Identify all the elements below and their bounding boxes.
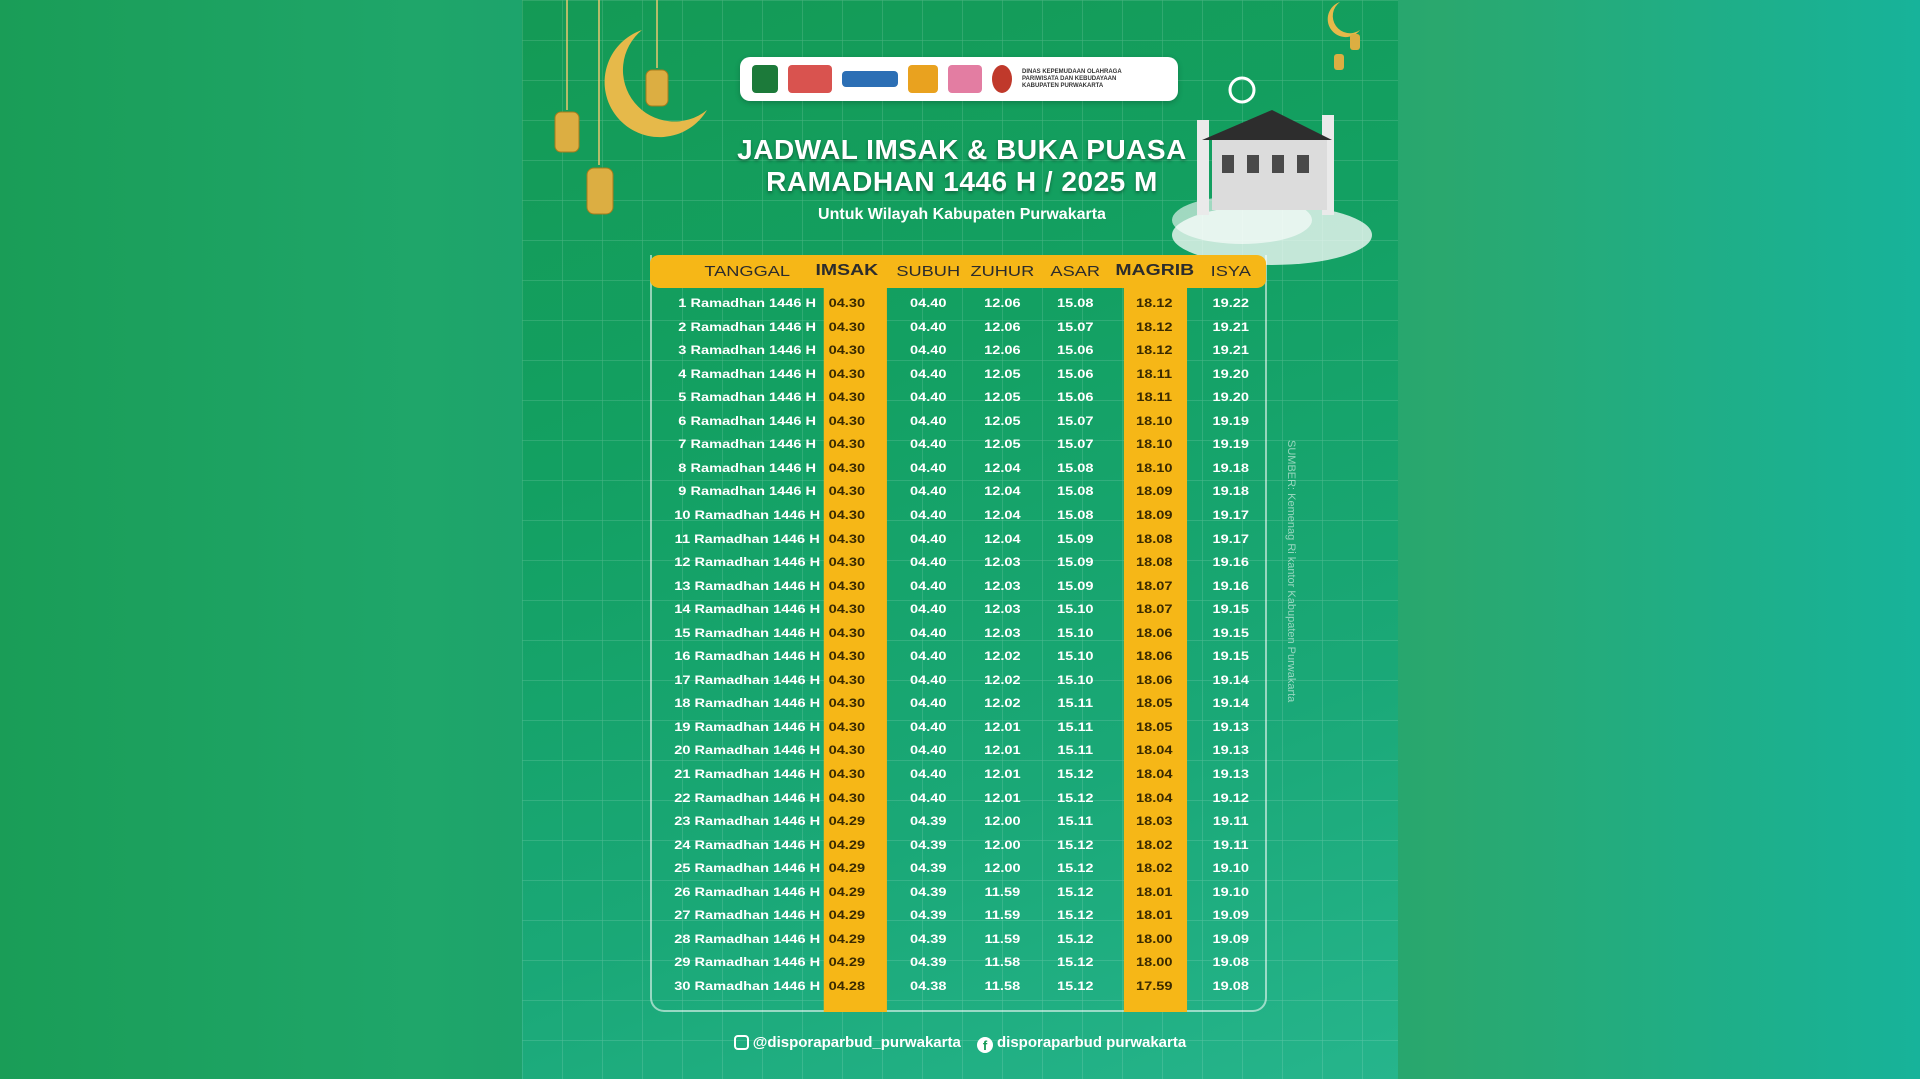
cell-imsak: 04.30 <box>828 672 866 687</box>
cell-tanggal: 18 Ramadhan 1446 H <box>674 696 821 711</box>
table-row <box>650 390 1266 413</box>
cell-zuhur: 11.59 <box>984 908 1021 923</box>
cell-tanggal: 26 Ramadhan 1446 H <box>674 884 821 899</box>
cell-zuhur: 12.01 <box>984 719 1021 734</box>
table-row <box>650 814 1266 837</box>
cell-zuhur: 12.02 <box>984 696 1021 711</box>
cell-magrib: 18.00 <box>1135 955 1173 970</box>
cell-asar: 15.09 <box>1057 531 1094 546</box>
cell-magrib: 18.03 <box>1135 814 1173 829</box>
cell-magrib: 18.08 <box>1135 555 1173 570</box>
program-logo-icon <box>842 71 898 87</box>
cell-imsak: 04.30 <box>828 625 866 640</box>
cell-magrib: 18.12 <box>1135 296 1173 310</box>
cell-asar: 15.10 <box>1057 602 1094 617</box>
table-row <box>650 743 1266 766</box>
cell-isya: 19.12 <box>1212 790 1250 805</box>
cell-imsak: 04.29 <box>828 861 866 876</box>
cell-magrib: 18.06 <box>1135 649 1173 664</box>
table-row <box>650 838 1266 861</box>
cell-tanggal: 21 Ramadhan 1446 H <box>674 767 821 781</box>
cell-isya: 19.21 <box>1212 343 1250 358</box>
table-row <box>650 767 1266 790</box>
cell-tanggal: 10 Ramadhan 1446 H <box>674 507 821 522</box>
table-row <box>650 343 1266 366</box>
social-footer <box>522 1034 1398 1053</box>
cell-tanggal: 25 Ramadhan 1446 H <box>674 861 821 876</box>
poster <box>522 0 1398 1079</box>
cell-zuhur: 12.06 <box>984 296 1021 310</box>
table-header <box>650 255 1266 288</box>
header-tanggal: TANGGAL <box>704 263 791 280</box>
cell-zuhur: 12.05 <box>984 366 1021 381</box>
cell-subuh: 04.39 <box>909 931 947 946</box>
cell-subuh: 04.40 <box>909 578 947 593</box>
cell-magrib: 18.10 <box>1135 460 1173 475</box>
cell-imsak: 04.29 <box>828 837 866 852</box>
cell-imsak: 04.30 <box>828 719 866 734</box>
table-row <box>650 414 1266 437</box>
cell-subuh: 04.39 <box>909 955 947 970</box>
cell-tanggal: 6 Ramadhan 1446 H <box>678 413 817 428</box>
cell-zuhur: 12.00 <box>984 814 1021 829</box>
cell-isya: 19.14 <box>1212 696 1250 711</box>
cell-isya: 19.15 <box>1212 625 1250 640</box>
cell-zuhur: 12.01 <box>984 743 1021 758</box>
cell-asar: 15.07 <box>1057 319 1094 334</box>
cell-zuhur: 12.00 <box>984 861 1021 876</box>
table-row <box>650 696 1266 719</box>
cell-zuhur: 12.00 <box>984 837 1021 852</box>
cell-zuhur: 11.59 <box>984 931 1021 946</box>
cell-asar: 15.08 <box>1057 507 1094 522</box>
cell-asar: 15.10 <box>1057 672 1094 687</box>
cell-subuh: 04.40 <box>909 484 947 499</box>
cell-imsak: 04.30 <box>828 390 866 405</box>
cell-magrib: 18.10 <box>1135 437 1173 452</box>
cell-isya: 19.19 <box>1212 437 1250 452</box>
cell-magrib: 18.00 <box>1135 931 1173 946</box>
cell-isya: 19.17 <box>1212 507 1250 522</box>
table-row <box>650 649 1266 672</box>
cell-subuh: 04.40 <box>909 296 947 310</box>
table-row <box>650 602 1266 625</box>
purwakarta-seal-icon <box>752 65 778 93</box>
cell-imsak: 04.30 <box>828 460 866 475</box>
cell-zuhur: 11.58 <box>984 955 1021 970</box>
cell-asar: 15.08 <box>1057 296 1094 310</box>
cell-imsak: 04.30 <box>828 343 866 358</box>
cell-subuh: 04.40 <box>909 507 947 522</box>
cell-imsak: 04.29 <box>828 884 866 899</box>
table-row <box>650 508 1266 531</box>
table-row <box>650 720 1266 743</box>
header-magrib: MAGRIB <box>1115 262 1195 279</box>
cell-isya: 19.20 <box>1212 366 1250 381</box>
cell-tanggal: 17 Ramadhan 1446 H <box>674 672 821 687</box>
cell-asar: 15.12 <box>1057 908 1094 923</box>
cell-zuhur: 12.03 <box>984 602 1021 617</box>
cell-imsak: 04.30 <box>828 790 866 805</box>
cell-magrib: 18.05 <box>1135 696 1173 711</box>
cell-zuhur: 11.58 <box>984 978 1021 993</box>
cell-subuh: 04.39 <box>909 908 947 923</box>
header-asar: ASAR <box>1050 263 1101 280</box>
cell-imsak: 04.29 <box>828 931 866 946</box>
cell-magrib: 18.05 <box>1135 719 1173 734</box>
cell-subuh: 04.40 <box>909 649 947 664</box>
table-row <box>650 367 1266 390</box>
instagram-handle[interactable]: @disporaparbud_purwakarta <box>752 1034 961 1051</box>
cell-tanggal: 23 Ramadhan 1446 H <box>674 814 821 829</box>
cell-asar: 15.06 <box>1057 343 1094 358</box>
cell-imsak: 04.30 <box>828 696 866 711</box>
cell-subuh: 04.40 <box>909 343 947 358</box>
cell-tanggal: 2 Ramadhan 1446 H <box>678 319 817 334</box>
cell-isya: 19.10 <box>1212 861 1250 876</box>
cell-subuh: 04.40 <box>909 437 947 452</box>
cell-subuh: 04.40 <box>909 366 947 381</box>
table-row <box>650 461 1266 484</box>
cell-imsak: 04.29 <box>828 955 866 970</box>
cell-isya: 19.16 <box>1212 555 1250 570</box>
cell-zuhur: 12.02 <box>984 649 1021 664</box>
cell-isya: 19.16 <box>1212 578 1250 593</box>
cell-asar: 15.12 <box>1057 931 1094 946</box>
cell-tanggal: 7 Ramadhan 1446 H <box>678 437 817 452</box>
cell-tanggal: 28 Ramadhan 1446 H <box>674 931 821 946</box>
cell-tanggal: 1 Ramadhan 1446 H <box>678 296 817 310</box>
cell-asar: 15.11 <box>1057 696 1094 711</box>
cell-magrib: 18.06 <box>1135 625 1173 640</box>
cell-imsak: 04.30 <box>828 649 866 664</box>
cell-imsak: 04.30 <box>828 437 866 452</box>
cell-zuhur: 12.06 <box>984 319 1021 334</box>
dinas-name: DINAS KEPEMUDAAN OLAHRAGA PARIWISATA DAN KEBUDAYAAN KABUPATEN PURWAKARTA <box>1022 68 1122 89</box>
brand-logo-icon <box>788 65 832 93</box>
cell-asar: 15.08 <box>1057 484 1094 499</box>
cell-subuh: 04.40 <box>909 625 947 640</box>
cell-subuh: 04.38 <box>909 978 947 993</box>
header-zuhur: ZUHUR <box>970 263 1035 280</box>
cell-imsak: 04.30 <box>828 296 866 310</box>
page-subtitle: Untuk Wilayah Kabupaten Purwakarta <box>818 206 1106 223</box>
cell-magrib: 18.06 <box>1135 672 1173 687</box>
cell-tanggal: 3 Ramadhan 1446 H <box>678 343 817 358</box>
header-imsak: IMSAK <box>815 262 879 279</box>
cell-tanggal: 14 Ramadhan 1446 H <box>674 602 821 617</box>
cell-imsak: 04.30 <box>828 413 866 428</box>
cell-tanggal: 5 Ramadhan 1446 H <box>678 390 817 405</box>
cell-imsak: 04.30 <box>828 531 866 546</box>
table-row <box>650 626 1266 649</box>
cell-asar: 15.10 <box>1057 625 1094 640</box>
table-row <box>650 555 1266 578</box>
cell-zuhur: 12.04 <box>984 460 1021 475</box>
cell-magrib: 18.11 <box>1136 366 1173 381</box>
table-row <box>650 955 1266 978</box>
cell-imsak: 04.30 <box>828 743 866 758</box>
cell-isya: 19.09 <box>1212 931 1250 946</box>
cell-zuhur: 12.01 <box>984 767 1021 781</box>
cell-tanggal: 15 Ramadhan 1446 H <box>674 625 821 640</box>
cell-magrib: 18.09 <box>1135 484 1173 499</box>
table-row <box>650 979 1266 1002</box>
cell-zuhur: 12.04 <box>984 531 1021 546</box>
cell-imsak: 04.30 <box>828 507 866 522</box>
cell-isya: 19.11 <box>1212 837 1249 852</box>
cell-zuhur: 12.05 <box>984 390 1021 405</box>
cell-tanggal: 24 Ramadhan 1446 H <box>674 837 821 852</box>
cell-asar: 15.12 <box>1057 861 1094 876</box>
cell-asar: 15.11 <box>1057 814 1094 829</box>
cell-subuh: 04.40 <box>909 390 947 405</box>
cell-magrib: 18.04 <box>1135 743 1173 758</box>
cell-magrib: 18.01 <box>1135 908 1173 923</box>
instagram-icon <box>734 1035 749 1050</box>
cell-tanggal: 12 Ramadhan 1446 H <box>674 555 821 570</box>
cell-zuhur: 11.59 <box>984 884 1021 899</box>
cell-magrib: 18.10 <box>1135 413 1173 428</box>
cell-asar: 15.11 <box>1057 719 1094 734</box>
cell-asar: 15.06 <box>1057 390 1094 405</box>
cell-isya: 19.21 <box>1212 319 1250 334</box>
cell-zuhur: 12.03 <box>984 625 1021 640</box>
cell-asar: 15.08 <box>1057 460 1094 475</box>
cell-imsak: 04.30 <box>828 366 866 381</box>
cell-isya: 19.18 <box>1212 460 1250 475</box>
cell-magrib: 18.04 <box>1135 767 1173 781</box>
cell-isya: 19.08 <box>1212 978 1250 993</box>
cell-imsak: 04.30 <box>828 555 866 570</box>
cell-tanggal: 30 Ramadhan 1446 H <box>674 978 821 993</box>
facebook-icon: f <box>977 1037 993 1053</box>
facebook-handle[interactable]: disporaparbud purwakarta <box>996 1034 1187 1051</box>
cell-subuh: 04.40 <box>909 319 947 334</box>
cell-imsak: 04.29 <box>828 908 866 923</box>
cell-imsak: 04.30 <box>828 602 866 617</box>
cell-magrib: 18.11 <box>1136 390 1173 405</box>
table-row <box>650 532 1266 555</box>
cell-tanggal: 13 Ramadhan 1446 H <box>674 578 821 593</box>
cell-isya: 19.14 <box>1212 672 1250 687</box>
cell-magrib: 18.09 <box>1135 507 1173 522</box>
cell-isya: 19.13 <box>1212 767 1250 781</box>
cell-asar: 15.12 <box>1057 790 1094 805</box>
source-note: SUMBER: Kemenag Ri kantor Kabupaten Purwakarta <box>1285 440 1297 703</box>
cell-magrib: 17.59 <box>1135 978 1173 993</box>
cell-tanggal: 9 Ramadhan 1446 H <box>678 484 817 499</box>
cell-zuhur: 12.03 <box>984 555 1021 570</box>
cell-isya: 19.13 <box>1212 719 1250 734</box>
cell-magrib: 18.07 <box>1135 578 1173 593</box>
cell-subuh: 04.39 <box>909 884 947 899</box>
cell-magrib: 18.07 <box>1135 602 1173 617</box>
cell-imsak: 04.30 <box>828 484 866 499</box>
table-row <box>650 932 1266 955</box>
cell-asar: 15.07 <box>1057 413 1094 428</box>
cell-asar: 15.12 <box>1057 955 1094 970</box>
cell-imsak: 04.30 <box>828 767 866 781</box>
cell-imsak: 04.28 <box>828 978 866 993</box>
cell-zuhur: 12.03 <box>984 578 1021 593</box>
cell-isya: 19.08 <box>1212 955 1250 970</box>
cell-magrib: 18.04 <box>1135 790 1173 805</box>
cell-subuh: 04.39 <box>909 837 947 852</box>
tourism-logo-icon <box>908 65 938 93</box>
cell-subuh: 04.40 <box>909 602 947 617</box>
cell-subuh: 04.40 <box>909 790 947 805</box>
header-subuh: SUBUH <box>896 263 961 280</box>
cell-tanggal: 4 Ramadhan 1446 H <box>678 366 817 381</box>
cell-magrib: 18.02 <box>1135 861 1173 876</box>
cell-tanggal: 27 Ramadhan 1446 H <box>674 908 821 923</box>
cell-zuhur: 12.04 <box>984 507 1021 522</box>
table-row <box>650 861 1266 884</box>
cell-asar: 15.12 <box>1057 978 1094 993</box>
page-title-line1: JADWAL IMSAK & BUKA PUASA <box>737 134 1187 165</box>
table-row <box>650 885 1266 908</box>
cell-isya: 19.17 <box>1212 531 1250 546</box>
cell-subuh: 04.40 <box>909 460 947 475</box>
table-row <box>650 437 1266 460</box>
page-title-line2: RAMADHAN 1446 H / 2025 M <box>766 166 1158 197</box>
cell-isya: 19.15 <box>1212 649 1250 664</box>
cell-tanggal: 29 Ramadhan 1446 H <box>674 955 821 970</box>
table-row <box>650 579 1266 602</box>
header-isya: ISYA <box>1210 263 1251 280</box>
cell-asar: 15.12 <box>1057 837 1094 852</box>
cell-zuhur: 12.01 <box>984 790 1021 805</box>
cell-asar: 15.12 <box>1057 884 1094 899</box>
cell-imsak: 04.30 <box>828 578 866 593</box>
cell-zuhur: 12.04 <box>984 484 1021 499</box>
cell-tanggal: 22 Ramadhan 1446 H <box>674 790 821 805</box>
cell-magrib: 18.12 <box>1135 319 1173 334</box>
cell-asar: 15.06 <box>1057 366 1094 381</box>
cell-subuh: 04.40 <box>909 555 947 570</box>
cell-magrib: 18.02 <box>1135 837 1173 852</box>
cell-isya: 19.18 <box>1212 484 1250 499</box>
cell-imsak: 04.29 <box>828 814 866 829</box>
cell-tanggal: 8 Ramadhan 1446 H <box>678 460 817 475</box>
cell-tanggal: 19 Ramadhan 1446 H <box>674 719 821 734</box>
cell-asar: 15.07 <box>1057 437 1094 452</box>
cell-subuh: 04.40 <box>909 743 947 758</box>
cell-isya: 19.22 <box>1212 296 1250 310</box>
cell-asar: 15.10 <box>1057 649 1094 664</box>
table-row <box>650 908 1266 931</box>
cell-asar: 15.11 <box>1057 743 1094 758</box>
table-row <box>650 791 1266 814</box>
cell-magrib: 18.08 <box>1135 531 1173 546</box>
table-row <box>650 320 1266 343</box>
cell-tanggal: 11 Ramadhan 1446 H <box>674 531 820 546</box>
cell-zuhur: 12.05 <box>984 437 1021 452</box>
cell-subuh: 04.40 <box>909 719 947 734</box>
cell-asar: 15.12 <box>1057 767 1094 781</box>
culture-logo-icon <box>948 65 982 93</box>
cell-isya: 19.10 <box>1212 884 1250 899</box>
logo-bar <box>740 57 1178 101</box>
cell-subuh: 04.40 <box>909 767 947 781</box>
cell-isya: 19.11 <box>1212 814 1249 829</box>
cell-magrib: 18.01 <box>1135 884 1173 899</box>
cell-zuhur: 12.05 <box>984 413 1021 428</box>
cell-tanggal: 20 Ramadhan 1446 H <box>674 743 821 758</box>
cell-isya: 19.19 <box>1212 413 1250 428</box>
cell-tanggal: 16 Ramadhan 1446 H <box>674 649 821 664</box>
cell-asar: 15.09 <box>1057 578 1094 593</box>
cell-subuh: 04.40 <box>909 672 947 687</box>
cell-magrib: 18.12 <box>1135 343 1173 358</box>
cell-isya: 19.15 <box>1212 602 1250 617</box>
table-row <box>650 484 1266 507</box>
cell-isya: 19.13 <box>1212 743 1250 758</box>
cell-imsak: 04.30 <box>828 319 866 334</box>
cell-subuh: 04.39 <box>909 814 947 829</box>
table-row <box>650 296 1266 319</box>
cell-asar: 15.09 <box>1057 555 1094 570</box>
cell-isya: 19.09 <box>1212 908 1250 923</box>
cell-subuh: 04.40 <box>909 413 947 428</box>
dinas-emblem-icon <box>992 65 1012 93</box>
cell-subuh: 04.40 <box>909 531 947 546</box>
cell-zuhur: 12.02 <box>984 672 1021 687</box>
cell-isya: 19.20 <box>1212 390 1250 405</box>
cell-subuh: 04.40 <box>909 696 947 711</box>
table-row <box>650 673 1266 696</box>
cell-subuh: 04.39 <box>909 861 947 876</box>
cell-zuhur: 12.06 <box>984 343 1021 358</box>
